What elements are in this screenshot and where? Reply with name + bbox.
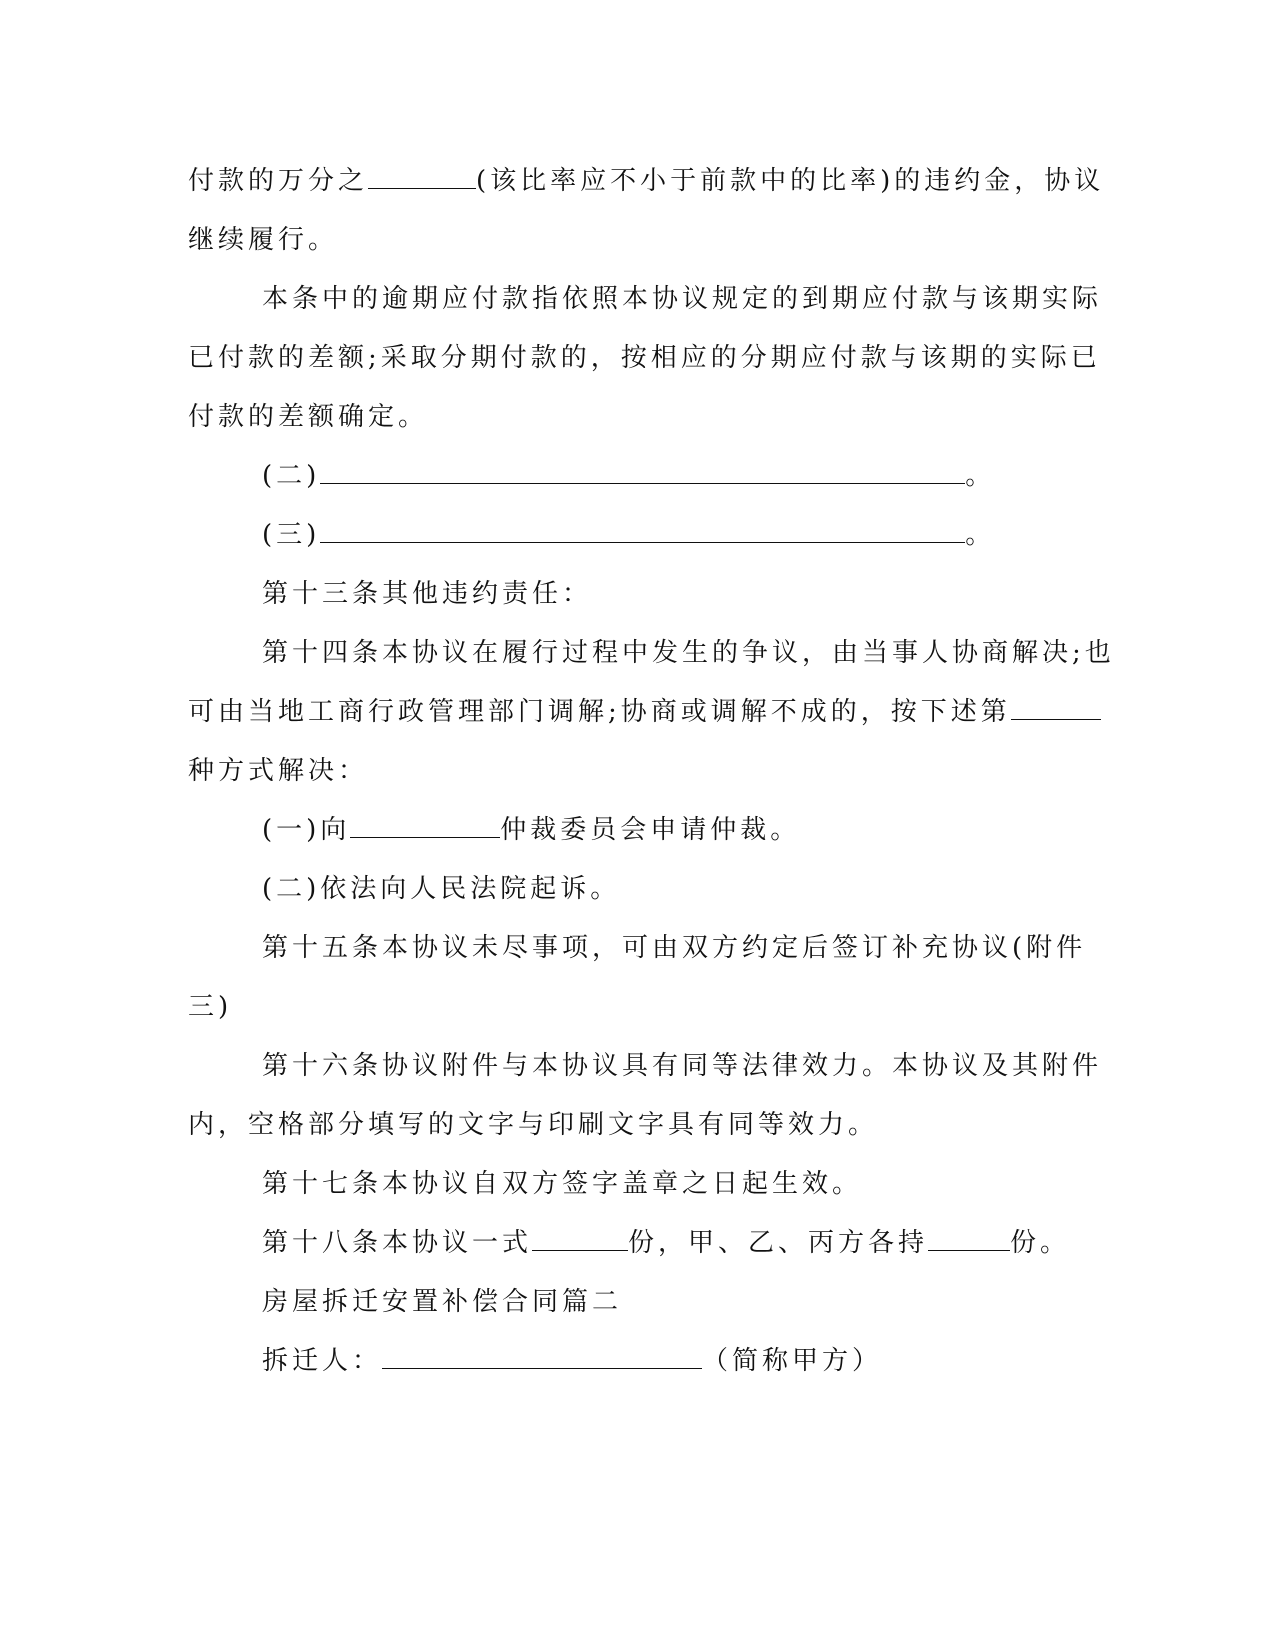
text-line (262, 573, 592, 610)
text-line (188, 219, 338, 256)
section-heading (262, 1281, 622, 1318)
text-line (188, 750, 368, 787)
text-line (262, 514, 995, 551)
text-segment: 付款的差额确定。 (188, 402, 429, 432)
text-segment: 拆迁人： (262, 1346, 383, 1376)
text-segment: 种方式解决： (188, 756, 369, 786)
text-line (188, 691, 1101, 728)
text-segment: 第十四条本协议在履行过程中发生的争议，由当事人协商解决;也 (262, 638, 1115, 668)
text-line (262, 1340, 882, 1377)
fill-blank (1011, 697, 1101, 720)
text-line (262, 278, 1102, 315)
text-line (262, 632, 1115, 669)
fill-blank (532, 1228, 628, 1251)
text-segment: (三) (262, 520, 321, 550)
fill-blank (368, 166, 476, 189)
text-line (262, 1222, 1070, 1259)
fill-blank (382, 1346, 702, 1369)
text-segment: (二) (262, 461, 321, 491)
text-segment: (一)向 (262, 815, 351, 845)
text-line (262, 1163, 862, 1200)
text-segment: 已付款的差额;采取分期付款的，按相应的分期应付款与该期的实际已 (188, 343, 1101, 373)
text-line (188, 1104, 878, 1141)
text-segment: 第十三条其他违约责任： (262, 579, 593, 609)
text-segment: 份。 (1010, 1228, 1071, 1258)
text-line (188, 337, 1101, 374)
text-segment: 房屋拆迁安置补偿合同篇二 (262, 1287, 623, 1317)
text-segment: (二)依法向人民法院起诉。 (262, 874, 621, 904)
text-segment: 第十八条本协议一式 (262, 1228, 533, 1258)
fill-blank (320, 520, 965, 543)
text-segment: 。 (965, 520, 996, 550)
text-segment: 付款的万分之 (188, 166, 369, 196)
text-line (188, 396, 428, 433)
fill-blank (928, 1228, 1010, 1251)
fill-blank (350, 815, 500, 838)
text-segment: （简称甲方） (702, 1346, 883, 1376)
text-segment: 内，空格部分填写的文字与印刷文字具有同等效力。 (188, 1110, 879, 1140)
text-segment: 第十七条本协议自双方签字盖章之日起生效。 (262, 1169, 863, 1199)
text-line (262, 455, 995, 492)
text-line (262, 809, 800, 846)
text-segment: 。 (965, 461, 996, 491)
text-segment: 本条中的逾期应付款指依照本协议规定的到期应付款与该期实际 (262, 284, 1103, 314)
text-line (188, 986, 232, 1023)
text-line (188, 160, 1104, 197)
text-line (262, 1045, 1102, 1082)
text-segment: 仲裁委员会申请仲裁。 (500, 815, 801, 845)
text-segment: (该比率应不小于前款中的比率)的违约金，协议 (476, 166, 1105, 196)
text-line (262, 868, 620, 905)
text-segment: 继续履行。 (188, 225, 339, 255)
text-segment: 第十五条本协议未尽事项，可由双方约定后签订补充协议(附件 (262, 933, 1087, 963)
fill-blank (320, 461, 965, 484)
text-segment: 份，甲、乙、丙方各持 (628, 1228, 929, 1258)
text-segment: 可由当地工商行政管理部门调解;协商或调解不成的，按下述第 (188, 697, 1011, 727)
text-segment: 第十六条协议附件与本协议具有同等法律效力。本协议及其附件 (262, 1051, 1103, 1081)
text-line (262, 927, 1086, 964)
text-segment: 三) (188, 992, 233, 1022)
